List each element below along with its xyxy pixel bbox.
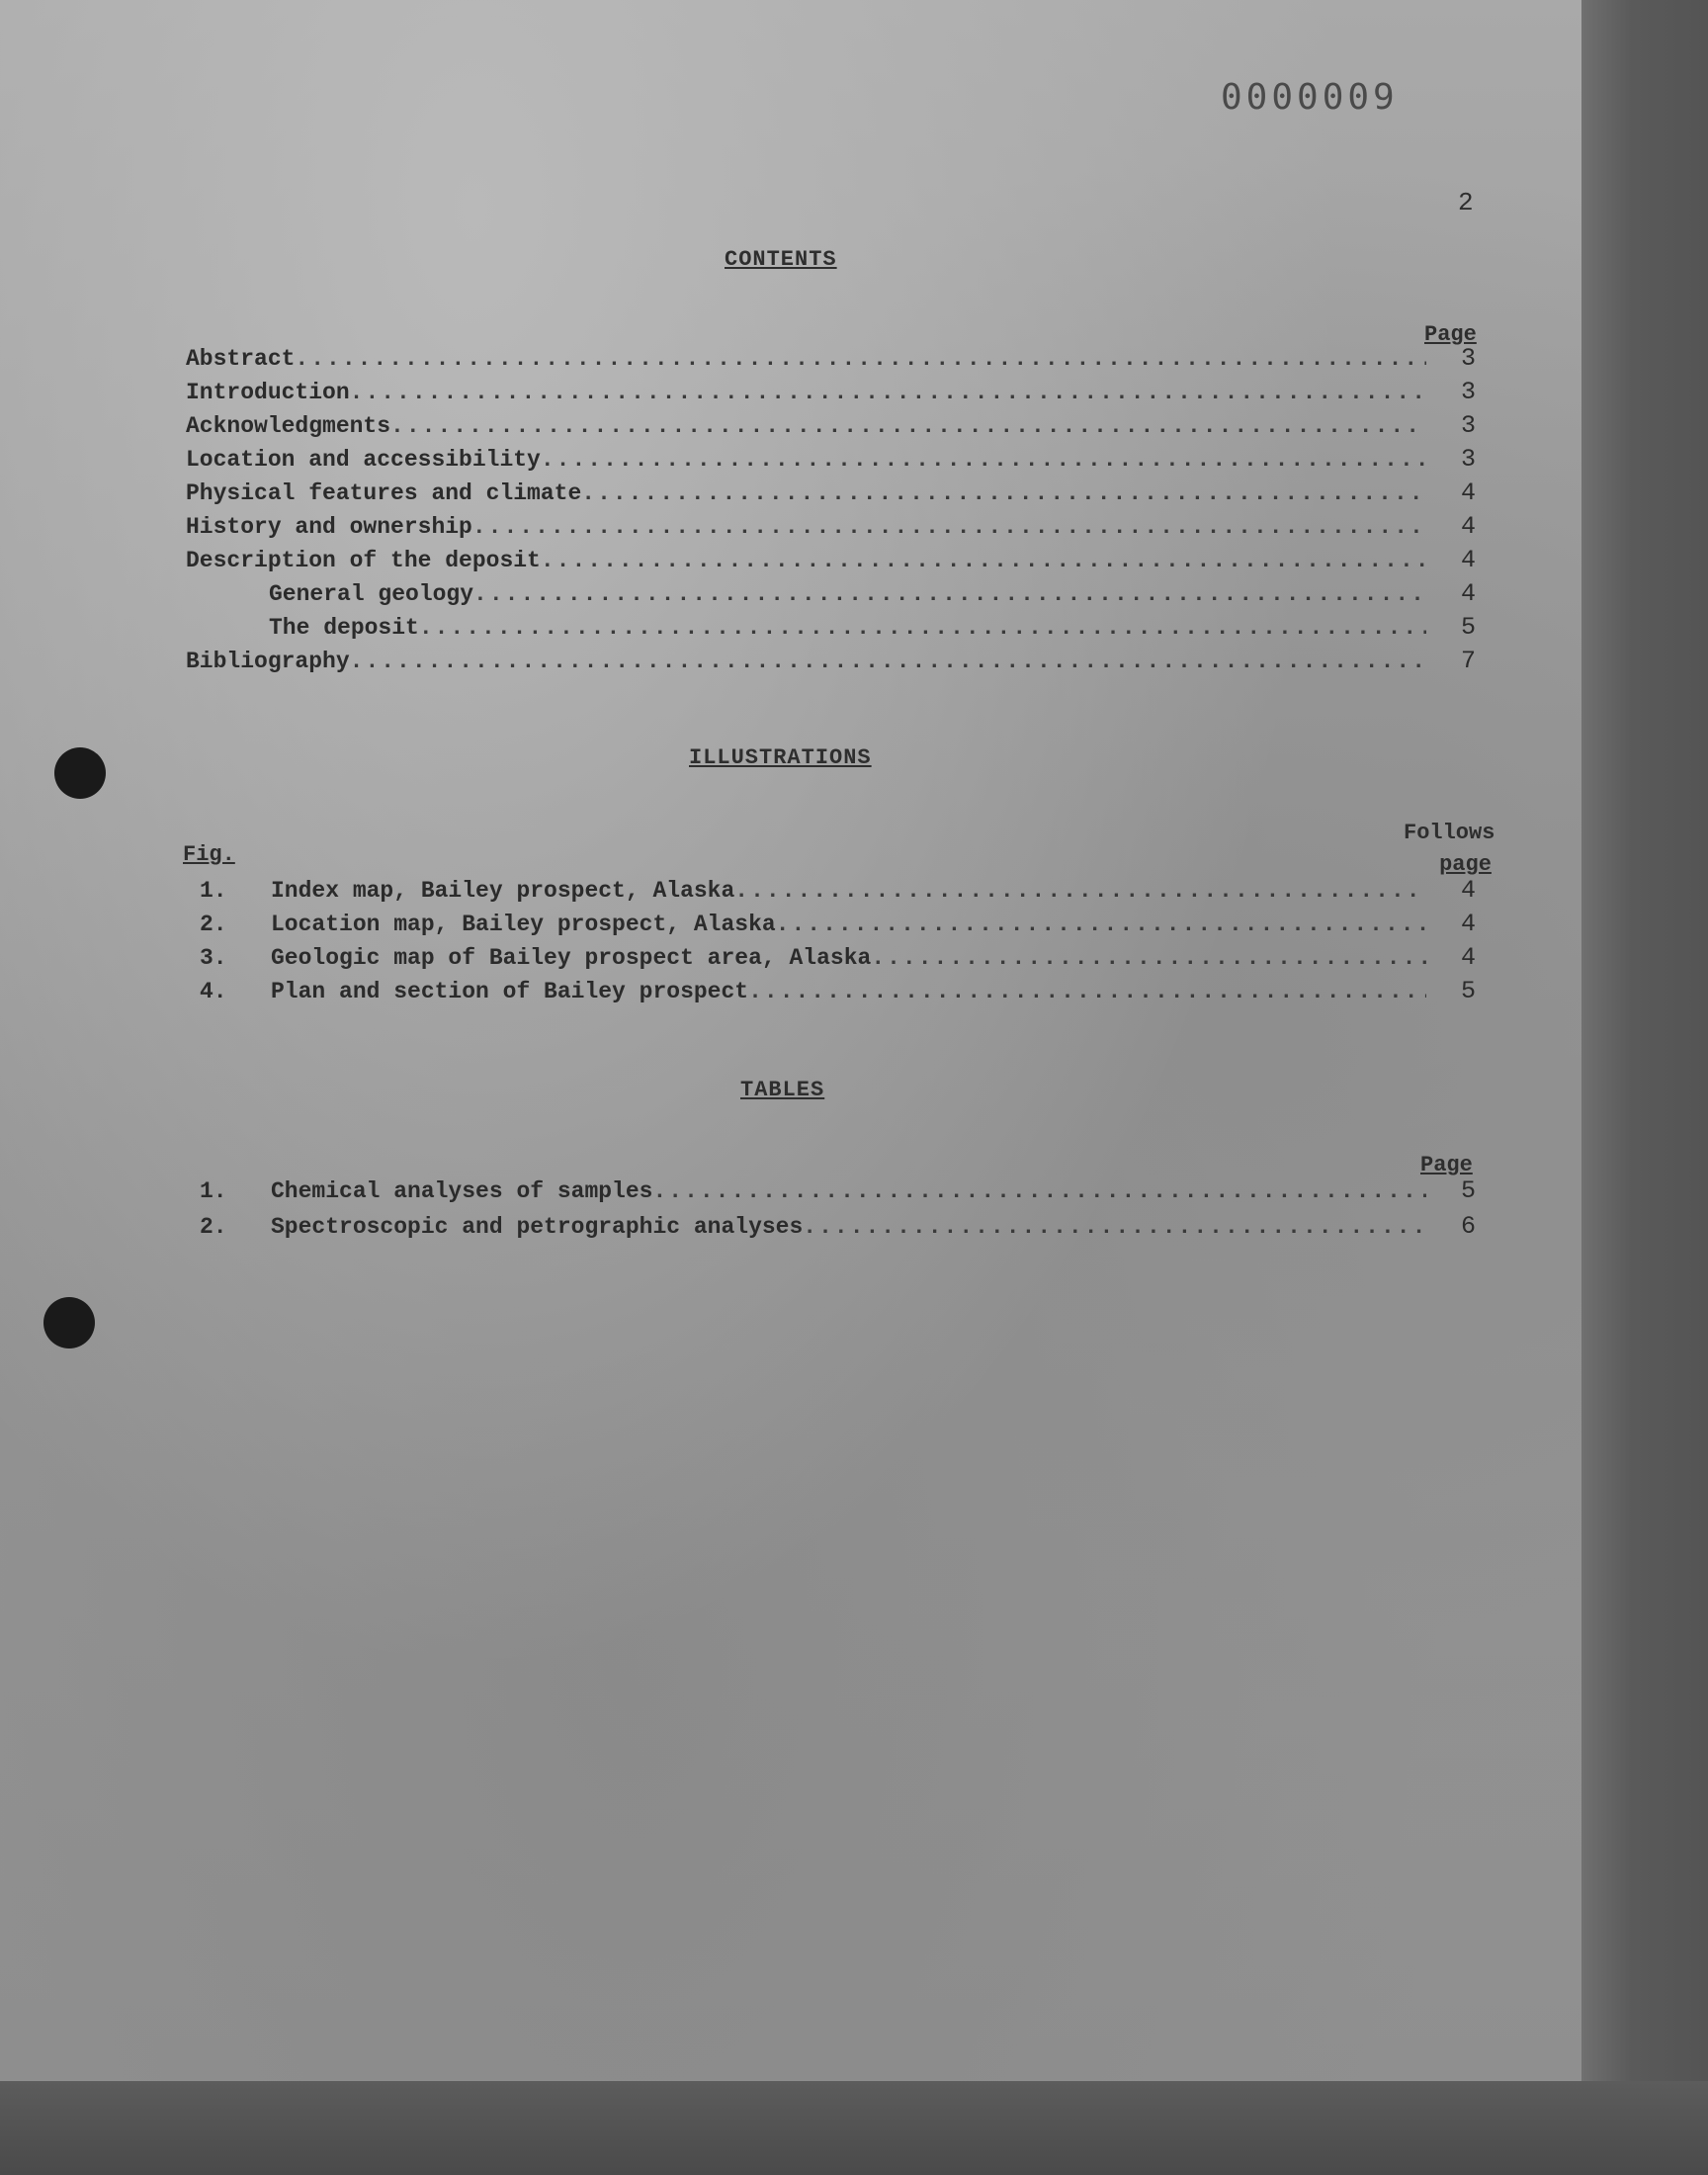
toc-entry-page: 4 <box>1460 512 1476 541</box>
illustration-label: Geologic map of Bailey prospect area, Alaska <box>271 945 872 971</box>
illustration-page: 4 <box>1460 943 1476 972</box>
table-page: 6 <box>1460 1212 1476 1241</box>
toc-entry <box>186 647 1476 675</box>
illustration-page: 4 <box>1460 876 1476 905</box>
contents-heading: CONTENTS <box>725 247 837 272</box>
illustration-entry <box>200 977 1476 1005</box>
fig-column-label: Fig. <box>183 842 235 867</box>
page-number: 2 <box>1458 188 1474 218</box>
illustration-number: 4. <box>200 979 227 1004</box>
table-page: 5 <box>1460 1176 1476 1205</box>
toc-entry <box>186 344 1476 373</box>
dot-leader <box>652 1178 1426 1204</box>
scanner-right-border <box>1581 0 1708 2175</box>
illustration-entry <box>200 876 1476 905</box>
toc-entry-page: 7 <box>1460 647 1476 675</box>
illustration-entry <box>200 943 1476 972</box>
toc-entry <box>186 546 1476 574</box>
dot-leader <box>776 912 1426 937</box>
illustration-page: 4 <box>1460 910 1476 938</box>
illustration-number: 3. <box>200 945 227 971</box>
toc-entry-label: General geology <box>269 581 474 607</box>
toc-entry-label: Description of the deposit <box>186 548 541 573</box>
contents-page-column-label: Page <box>1424 322 1477 347</box>
table-label: Spectroscopic and petrographic analyses <box>271 1214 804 1240</box>
dot-leader <box>541 447 1426 473</box>
table-entry <box>200 1212 1476 1241</box>
toc-entry-page: 5 <box>1460 613 1476 642</box>
dot-leader <box>803 1214 1426 1240</box>
toc-entry-label: Introduction <box>186 380 350 405</box>
toc-entry-label: Physical features and climate <box>186 480 582 506</box>
dot-leader <box>734 878 1426 904</box>
toc-entry-page: 4 <box>1460 546 1476 574</box>
tables-heading: TABLES <box>740 1078 825 1102</box>
toc-entry-page: 3 <box>1460 378 1476 406</box>
toc-entry-label: The deposit <box>269 615 419 641</box>
punch-hole-top <box>54 747 106 799</box>
dot-leader <box>350 380 1426 405</box>
toc-entry-label: Abstract <box>186 346 296 372</box>
follows-page-label-line2: page <box>1439 852 1492 877</box>
dot-leader <box>871 945 1426 971</box>
follows-page-label-line1: Follows <box>1404 821 1495 845</box>
illustration-page: 5 <box>1460 977 1476 1005</box>
illustration-number: 2. <box>200 912 227 937</box>
toc-entry-label: Acknowledgments <box>186 413 391 439</box>
dot-leader <box>350 649 1426 674</box>
illustrations-heading: ILLUSTRATIONS <box>689 745 872 770</box>
table-label: Chemical analyses of samples <box>271 1178 653 1204</box>
toc-subentry <box>269 579 1476 608</box>
dot-leader <box>473 581 1426 607</box>
dot-leader <box>419 615 1426 641</box>
toc-subentry <box>269 613 1476 642</box>
table-number: 2. <box>200 1214 227 1240</box>
toc-entry-label: Location and accessibility <box>186 447 541 473</box>
illustration-number: 1. <box>200 878 227 904</box>
scanner-bottom-border <box>0 2081 1708 2175</box>
toc-entry-page: 3 <box>1460 445 1476 474</box>
dot-leader <box>581 480 1426 506</box>
dot-leader <box>472 514 1426 540</box>
toc-entry <box>186 478 1476 507</box>
toc-entry <box>186 411 1476 440</box>
toc-entry-page: 3 <box>1460 411 1476 440</box>
punch-hole-bottom <box>43 1297 95 1348</box>
illustration-label: Plan and section of Bailey prospect <box>271 979 749 1004</box>
dot-leader <box>390 413 1426 439</box>
table-number: 1. <box>200 1178 227 1204</box>
illustration-entry <box>200 910 1476 938</box>
tables-page-column-label: Page <box>1420 1153 1473 1177</box>
toc-entry-label: Bibliography <box>186 649 350 674</box>
toc-entry-label: History and ownership <box>186 514 472 540</box>
dot-leader <box>748 979 1426 1004</box>
dot-leader <box>541 548 1426 573</box>
toc-entry-page: 3 <box>1460 344 1476 373</box>
document-number: 0000009 <box>1221 77 1399 118</box>
table-entry <box>200 1176 1476 1205</box>
illustration-label: Index map, Bailey prospect, Alaska <box>271 878 735 904</box>
toc-entry <box>186 378 1476 406</box>
toc-entry-page: 4 <box>1460 579 1476 608</box>
toc-entry-page: 4 <box>1460 478 1476 507</box>
illustration-label: Location map, Bailey prospect, Alaska <box>271 912 776 937</box>
dot-leader <box>295 346 1426 372</box>
toc-entry <box>186 512 1476 541</box>
toc-entry <box>186 445 1476 474</box>
